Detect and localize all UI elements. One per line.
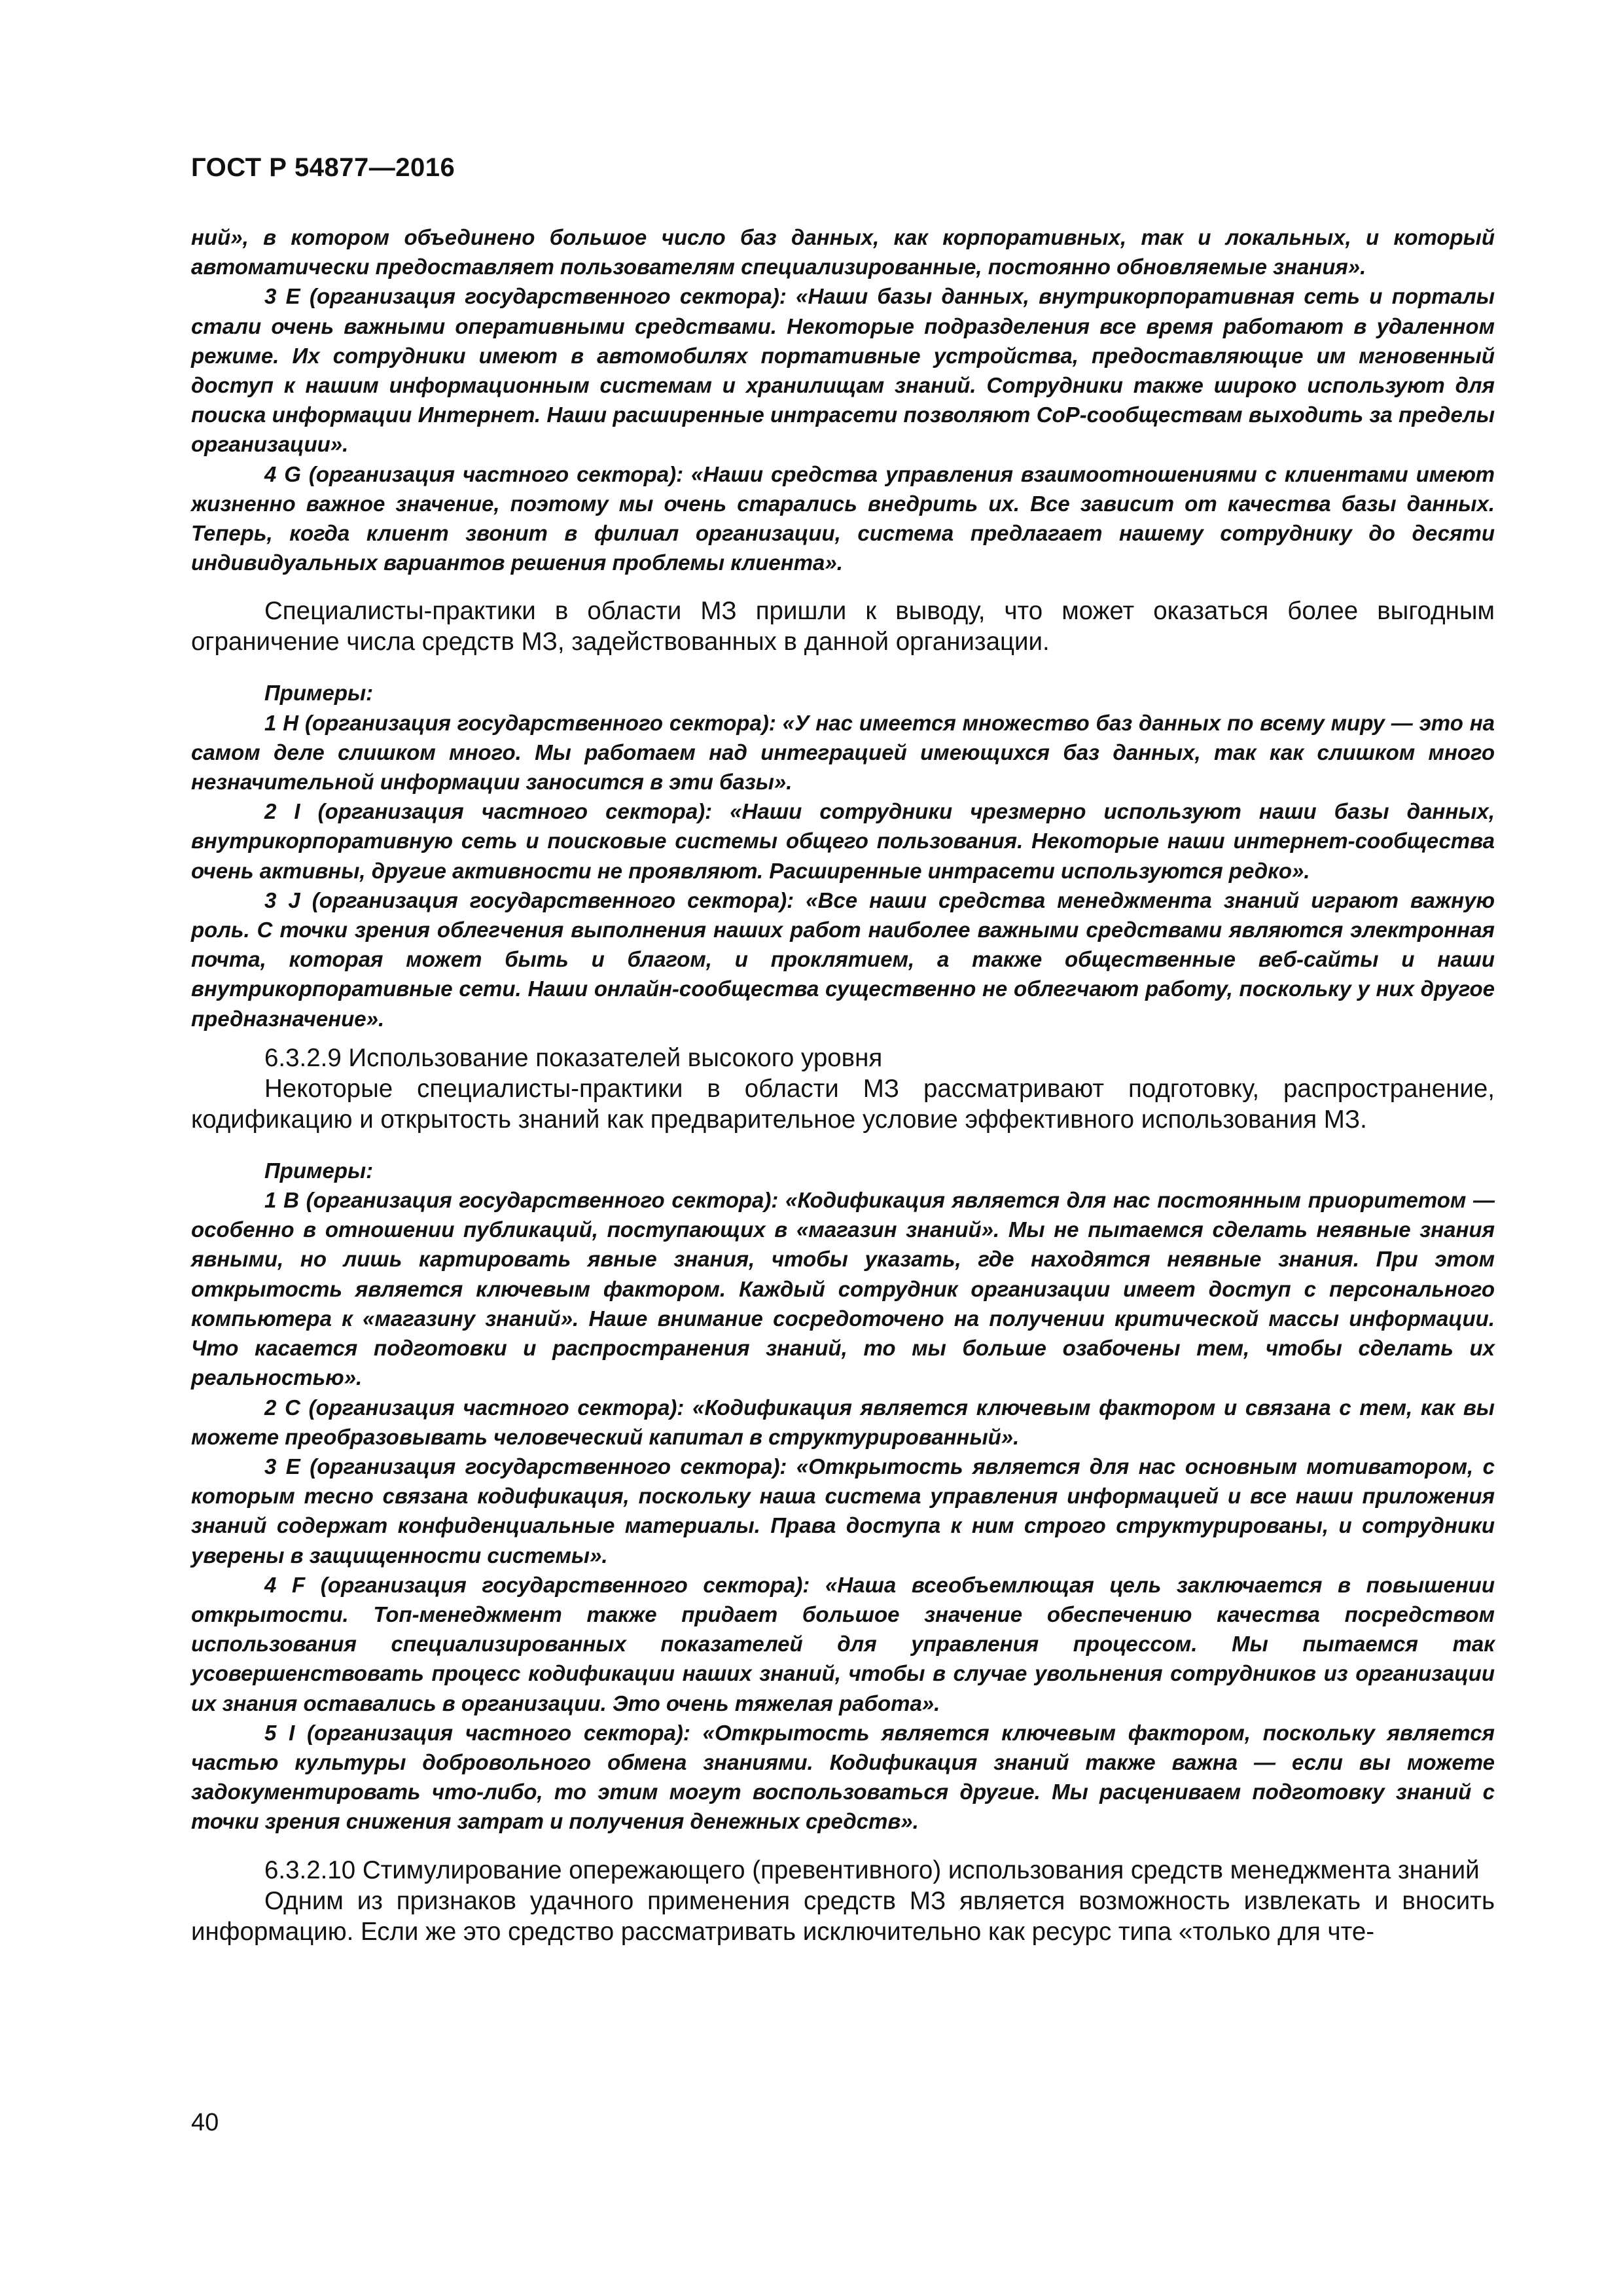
example-item: 4 G (организация частного сектора): «Наши средства управления взаимоотношениями с клиентами имеют жизненно важное значение, поэтому мы очень старались внедрить их. Все зависит от качества базы данных. Теперь, когда клиент звонит в филиал организации, система предлагает нашему сотруднику до десяти индивидуальных вариантов решения проблемы клиента». — [191, 461, 1495, 575]
body-paragraph: Специалисты-практики в области МЗ пришли к выводу, что может оказаться более выгодным ограничение числа средств МЗ, задействованных в данной организации. — [191, 597, 1495, 656]
page-number: 40 — [191, 2109, 219, 2136]
example-item: 3 J (организация государственного сектора): «Все наши средства менеджмента знаний играют важную роль. С точки зрения облегчения выполнения наших работ наиболее важными средствами являются электронная почта, которая может быть и благом, и проклятием, а также общественные веб-сайты и наши внутрикорпоративные сети. Наши онлайн-сообщества существенно не облегчают работу, поскольку у них другое предназначение». — [191, 888, 1495, 1031]
body-paragraph: Некоторые специалисты-практики в области МЗ рассматривают подготовку, распространение, кодификацию и открытость знаний как предварительное условие эффективного использования МЗ. — [191, 1074, 1495, 1134]
example-item: 5 I (организация частного сектора): «Открытость является ключевым фактором, поскольку является частью культуры добровольного обмена знаниями. Кодификация знаний также важна — если вы можете задокументировать что-либо, то этим могут воспользоваться другие. Мы расцениваем подготовку знаний с точки зрения снижения затрат и получения денежных средств». — [191, 1720, 1495, 1834]
document-page — [191, 151, 1495, 1947]
example-item: 1 H (организация государственного сектора): «У нас имеется множество баз данных по всему миру — это на самом деле слишком много. Мы работаем над интеграцией имеющихся баз данных, так как слишком много незначительной информации заносится в эти базы». — [191, 710, 1495, 795]
examples-label: Примеры: — [264, 681, 374, 706]
example-item: 2 I (организация частного сектора): «Наши сотрудники чрезмерно используют наши базы данных, внутрикорпоративную сеть и поисковые системы общего пользования. Некоторые наши интернет-сообщества очень активны, другие активности не проявляют. Расширенные интрасети используются редко». — [191, 799, 1495, 883]
example-item: 4 F (организация государственного сектора): «Наша всеобъемлющая цель заключается в повышении открытости. Топ-менеджмент также придает большое значение обеспечению качества посредством использования специализированных показателей для управления процессом. Мы пытаемся так усовершенствовать процесс кодификации наших знаний, чтобы в случае увольнения сотрудников из организации их знания оставались в организации. Это очень тяжелая работа». — [191, 1572, 1495, 1715]
example-item: 1 B (организация государственного сектора): «Кодификация является для нас постоянным приоритетом — особенно в отношении публикаций, поступающих в «магазин знаний». Мы не пытаемся сделать неявные знания явными, но лишь картировать явные знания, чтобы указать, где находятся неявные знания. При этом открытость является ключевым фактором. Каждый сотрудник организации имеет доступ с персонального компьютера к «магазину знаний». Наше внимание сосредоточено на получении критической массы информации. Что касается подготовки и распространения знаний, то мы больше озабочены тем, чтобы сделать их реальностью». — [191, 1188, 1495, 1390]
example-continuation: ний», в котором объединено большое число баз данных, как корпоративных, так и локальных, и который автоматически предоставляет пользователям специализированные, постоянно обновляемые знания». — [191, 225, 1495, 279]
body-paragraph: Одним из признаков удачного применения средств МЗ является возможность извлекать и вносить информацию. Если же это средство рассматривать исключительно как ресурс типа «только для чте- — [191, 1886, 1495, 1946]
examples-label: Примеры: — [264, 1158, 374, 1183]
example-item: 3 E (организация государственного сектора): «Наши базы данных, внутрикорпоративная сеть и порталы стали очень важными оперативными средствами. Некоторые подразделения все время работают в удаленном режиме. Их сотрудники имеют в автомобилях портативные устройства, предоставляющие им мгновенный доступ к нашим информационным системам и хранилищам знаний. Сотрудники также широко используют для поиска информации Интернет. Наши расширенные интрасети позволяют CoP-сообществам выходить за пределы организации». — [191, 284, 1495, 457]
example-item: 3 E (организация государственного сектора): «Открытость является для нас основным мотиватором, с которым тесно связана кодификация, поскольку наша система управления информацией и все наши приложения знаний содержат конфиденциальные материалы. Права доступа к ним строго структурированы, и сотрудники уверены в защищенности системы». — [191, 1454, 1495, 1568]
section-heading: 6.3.2.9 Использование показателей высокого уровня — [264, 1043, 883, 1072]
document-header: ГОСТ Р 54877—2016 — [191, 153, 455, 182]
section-heading: 6.3.2.10 Стимулирование опережающего (превентивного) использования средств менеджмента знаний — [264, 1856, 1480, 1884]
example-item: 2 C (организация частного сектора): «Кодификация является ключевым фактором и связана с тем, как вы можете преобразовывать человеческий капитал в структурированный». — [191, 1395, 1495, 1449]
